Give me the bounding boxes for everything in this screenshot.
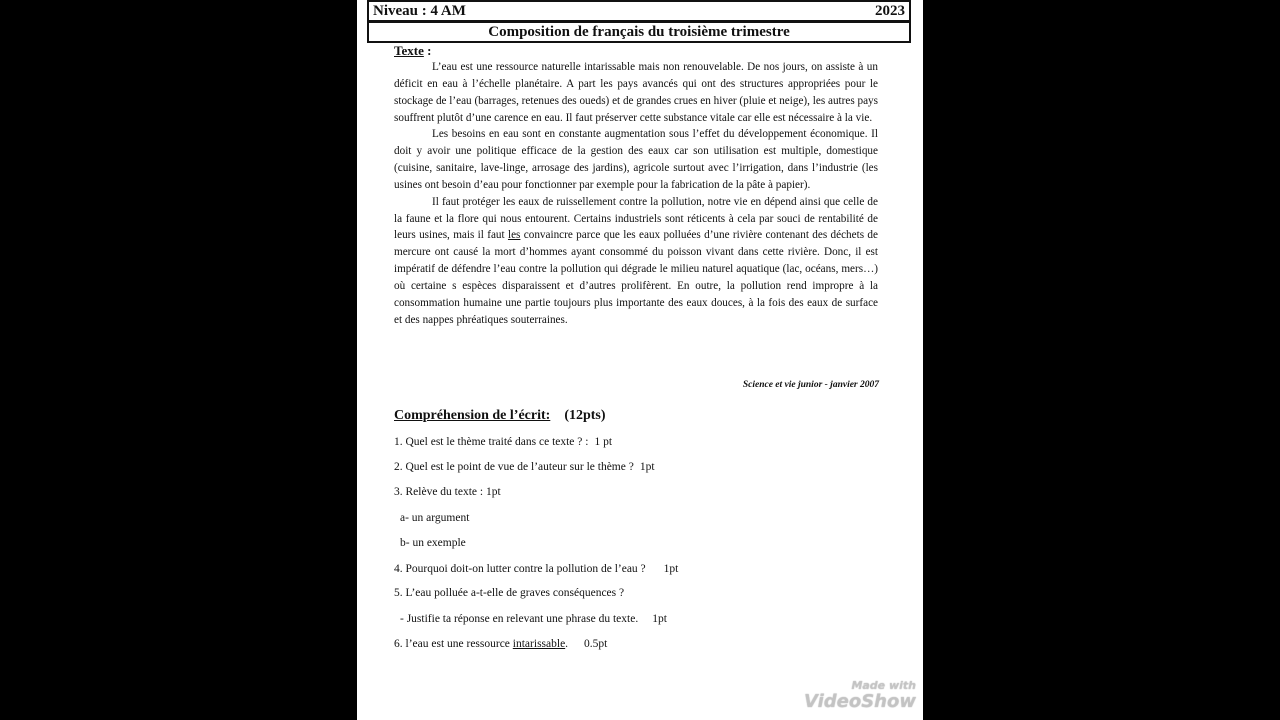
year-label: 2023 [875,2,905,19]
passage-paragraph-3 [394,194,878,329]
question-3: 3. Relève du texte : 1pt [394,486,501,498]
question-1-text: 1. Quel est le thème traité dans ce texte ? : [394,436,589,448]
watermark-brand: VideoShow [803,691,916,712]
passage-p3-part-b: convaincre parce que les eaux polluées d’une rivière contenant des déchets de mercure ont causé la mort d’hommes ayant consommé du poisson vivant dans cette rivière. Donc, il est impératif de défendre l’eau contre la pollution qui dégrade le milieu naturel aquatique (lac, océans, mers…) où certaine s espèces disparaissent et d’autres prolifèrent. En outre, la pollution rend impropre à la consommation humaine une partie toujours plus importante des eaux douces, à la fois des eaux de surface et des nappes phréatiques souterraines. [394,229,878,326]
question-2-points: 1pt [639,461,655,473]
watermark-made-with: Made with [851,679,916,692]
exam-title: Composition de français du troisième trimestre [367,21,911,43]
exam-page [357,0,923,720]
question-6-prefix: 6. l’eau est une ressource [394,638,513,650]
videoshow-watermark [802,680,916,712]
question-6-suffix: . [565,638,569,650]
question-5: 5. L’eau polluée a-t-elle de graves conséquences ? [394,587,625,599]
question-4 [394,563,678,575]
question-4-text: 4. Pourquoi doit-on lutter contre la pollution de l’eau ? [394,563,646,575]
passage-paragraph-1: L’eau est une ressource naturelle intarissable mais non renouvelable. De nos jours, on assiste à un déficit en eau à l’échelle planétaire. A part les pays avancés qui ont des structures appropriées pour le stockage de l’eau (barrages, retenues des oueds) et de grandes crues en hiver (pluie et neige), les autres pays souffrent plutôt d’une carence en eau. Il faut préserver cette substance vitale car elle est nécessaire à la vie. [394,61,878,124]
question-3a: a- un argument [400,512,470,524]
question-5-justify-text: - Justifie ta réponse en relevant une phrase du texte. [400,613,639,625]
question-5-justify [400,613,667,625]
question-1-points: 1 pt [594,436,613,448]
question-6-keyword: intarissable [512,638,566,650]
question-3b: b- un exemple [400,537,466,549]
question-1 [394,436,612,448]
text-label-word: Texte [394,43,424,58]
underlined-pronoun: les [507,229,521,242]
question-2 [394,461,655,473]
passage-paragraph-2: Les besoins en eau sont en constante augmentation sous l’effet du développement économique. Il doit y avoir une politique efficace de la gestion des eaux car son utilisation est multiple, domestique (cuisine, sanitaire, lave-linge, arrosage des jardins), agricole surtout avec l’irrigation, dans l’industrie (les usines ont besoin d’eau pour fonctionner par exemple pour la fabrication de la pâte à papier). [394,128,878,191]
reading-passage [394,59,878,329]
text-label-colon: : [423,43,432,58]
question-6-points: 0.5pt [584,638,608,650]
source-citation: Science et vie junior - janvier 2007 [742,380,879,390]
passage-p3-part-a: Il faut protéger les eaux de ruissellement contre la pollution, notre vie en dépend ainsi que celle de la faune et la flore qui nous entourent. Certains industriels sont réticents à cela par souci de rentabilité de leurs usines, mais il faut [394,195,878,242]
question-2-text: 2. Quel est le point de vue de l’auteur sur le thème ? [394,461,634,473]
comprehension-points: (12pts) [564,408,606,423]
comprehension-title: Compréhension de l’écrit: [394,408,551,423]
question-5-points: 1pt [652,613,667,625]
header-row [367,0,911,22]
question-6 [394,638,607,650]
comprehension-heading [394,408,606,424]
question-4-points: 1pt [663,563,679,575]
level-label: Niveau : 4 AM [373,2,466,19]
text-section-label [394,43,431,59]
